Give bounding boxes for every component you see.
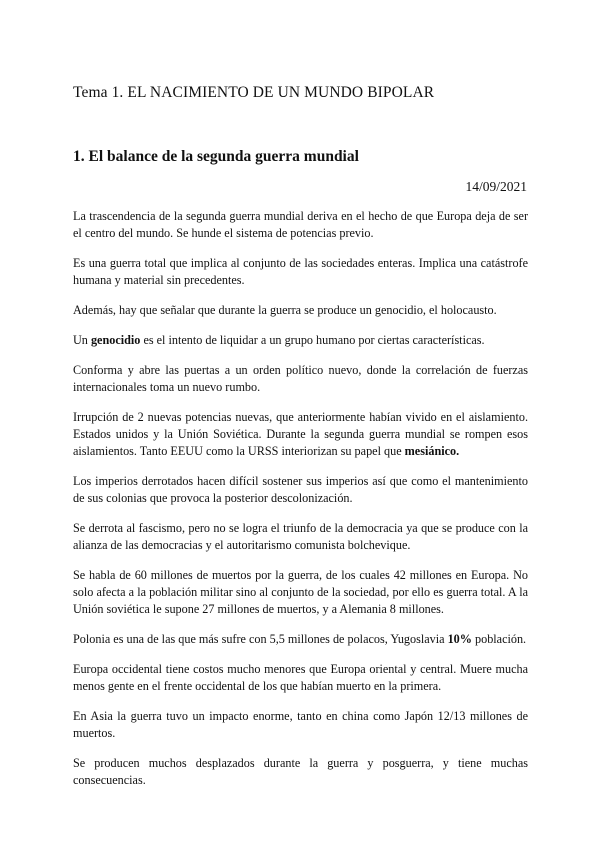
- paragraph: Los imperios derrotados hacen difícil sostener sus imperios así que como el mantenimiento de sus colonias que provoca la posterior descolonización.: [73, 474, 528, 505]
- paragraph: [73, 332, 528, 349]
- bold-term: mesiánico.: [404, 444, 460, 458]
- bold-term: 10%: [447, 632, 472, 646]
- paragraph: Europa occidental tiene costos mucho menores que Europa oriental y central. Muere mucha menos gente en el frente occidental de los que habían muerto en la primera.: [73, 662, 528, 693]
- paragraph: En Asia la guerra tuvo un impacto enorme, tanto en china como Japón 12/13 millones de muertos.: [73, 709, 528, 740]
- paragraph-text: población.: [471, 632, 527, 646]
- section-heading: 1. El balance de la segunda guerra mundial: [73, 148, 359, 165]
- paragraph-text: Un: [73, 333, 91, 347]
- paragraph: Además, hay que señalar que durante la guerra se produce un genocidio, el holocausto.: [73, 303, 497, 317]
- date-label: 14/09/2021: [465, 179, 527, 194]
- paragraph: Se producen muchos desplazados durante la guerra y posguerra, y tiene muchas consecuencias.: [73, 756, 528, 787]
- paragraph: [73, 409, 528, 460]
- document-body: [73, 208, 528, 802]
- paragraph: Es una guerra total que implica al conjunto de las sociedades enteras. Implica una catástrofe humana y material sin precedentes.: [73, 256, 528, 287]
- bold-term: genocidio: [90, 333, 141, 347]
- paragraph: Conforma y abre las puertas a un orden político nuevo, donde la correlación de fuerzas internacionales toma un nuevo rumbo.: [73, 363, 528, 394]
- paragraph: [73, 631, 528, 648]
- paragraph-text: es el intento de liquidar a un grupo humano por ciertas características.: [140, 333, 485, 347]
- document-title: Tema 1. EL NACIMIENTO DE UN MUNDO BIPOLAR: [73, 84, 435, 101]
- paragraph: La trascendencia de la segunda guerra mundial deriva en el hecho de que Europa deja de ser el centro del mundo. Se hunde el sistema de potencias previo.: [73, 209, 528, 240]
- paragraph: Se habla de 60 millones de muertos por la guerra, de los cuales 42 millones en Europa. No solo afecta a la población militar sino al conjunto de la sociedad, por ello es guerra total. A la Unión soviética le supone 27 millones de muertos, y a Alemania 8 millones.: [73, 568, 528, 616]
- paragraph: Se derrota al fascismo, pero no se logra el triunfo de la democracia ya que se produce con la alianza de las democracias y el autoritarismo comunista bolchevique.: [73, 521, 528, 552]
- paragraph-text: Irrupción de 2 nuevas potencias nuevas, que anteriormente habían vivido en el aislamiento. Estados unidos y la Unión Soviética. Durante la segunda guerra mundial se rompen esos aislamientos. Tanto EEUU como la URSS interiorizan su papel que: [73, 410, 528, 458]
- paragraph-text: Polonia es una de las que más sufre con 5,5 millones de polacos, Yugoslavia: [73, 632, 448, 646]
